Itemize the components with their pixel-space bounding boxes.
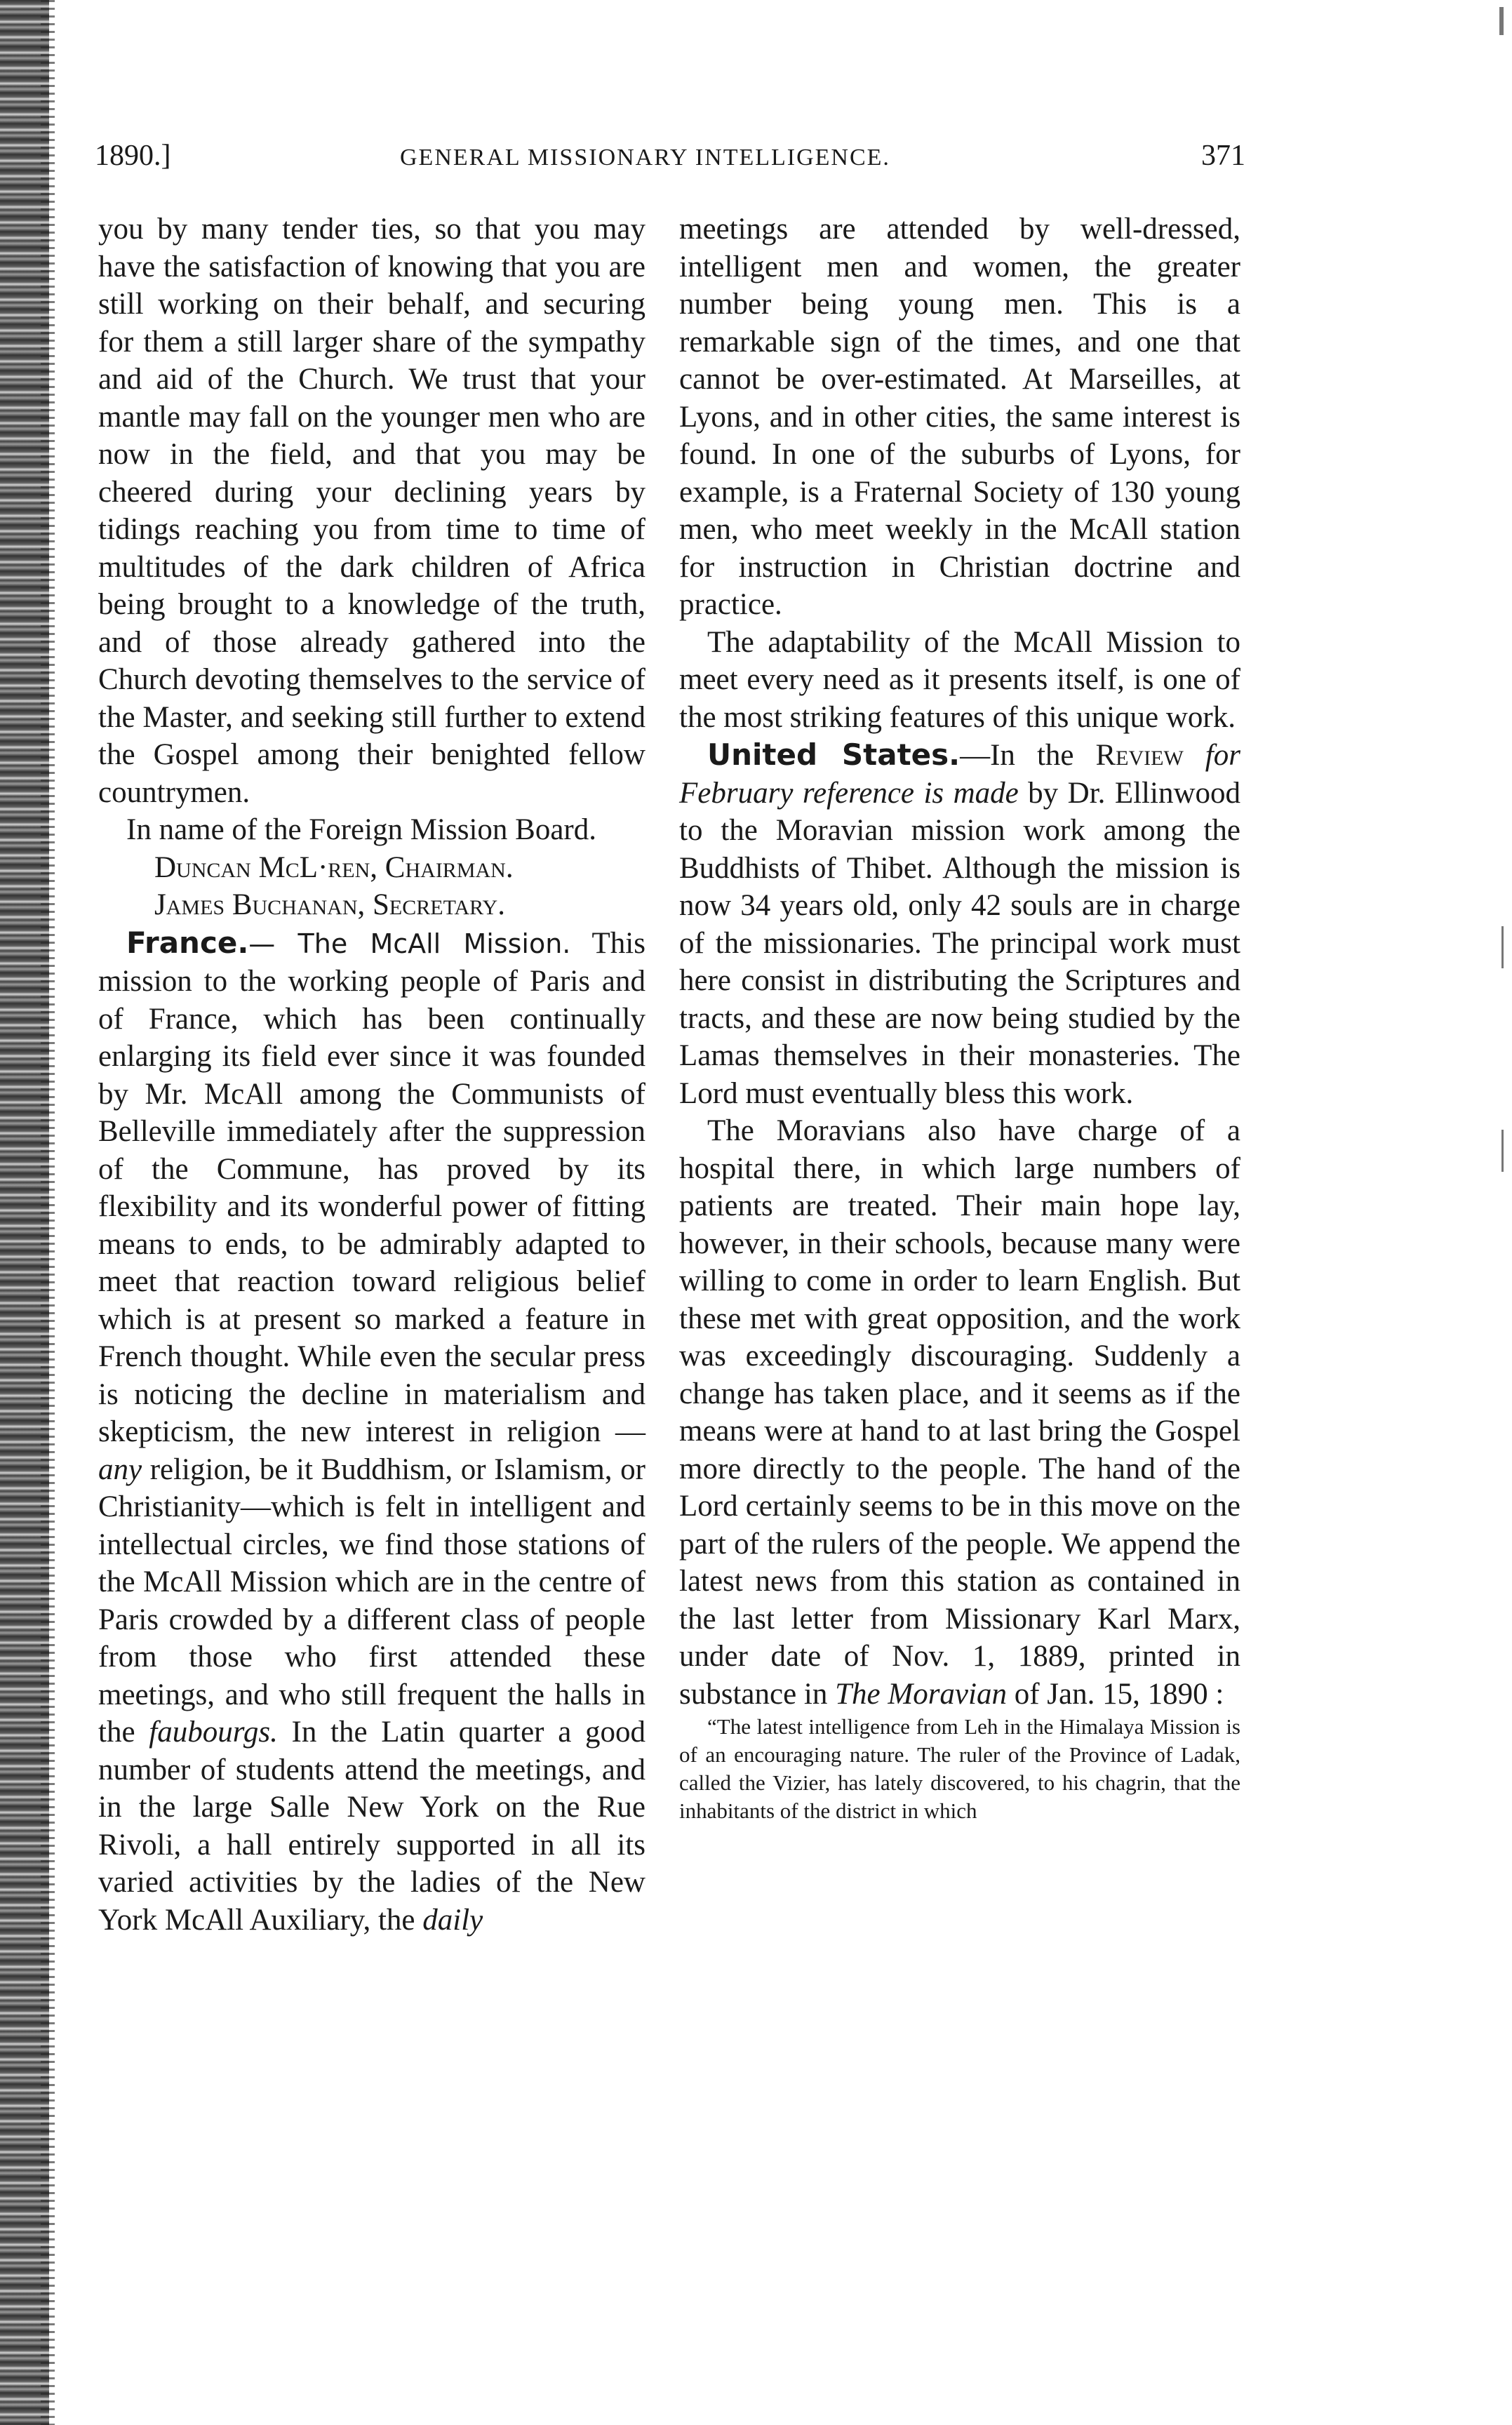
edge-mark bbox=[1501, 926, 1504, 968]
signature-chairman: Duncan McL·ren, Chairman. bbox=[154, 850, 514, 884]
paragraph-text: of Jan. 15, 1890 : bbox=[1006, 1677, 1224, 1711]
section-subheading: — The McAll Mission. bbox=[248, 928, 571, 959]
signature-secretary: James Buchanan, Secretary. bbox=[154, 888, 505, 921]
review-reference: Review bbox=[1095, 739, 1184, 772]
paragraph: you by many tender ties, so that you may have the satisfaction of knowing that you are still working on their behalf, and securing for them a still larger share of the sympathy and aid of the Church. We trust that your mantle may fall on the younger men who are now in the field, and that you may be cheered during your declining years by tidings reaching you from time to time of multitudes of the dark children of Africa being brought to a knowledge of the truth, and of those already gathered into the Church devoting themselves to the service of the Master, and seeking still further to extend the Gospel among their benighted fellow countrymen. bbox=[98, 213, 645, 809]
paragraph-text: —In the bbox=[960, 739, 1096, 772]
left-column bbox=[98, 211, 645, 1939]
page-header bbox=[95, 139, 1245, 181]
paragraph-text: by Dr. Ellinwood to the Moravian mission work among the Buddhists of Thibet. Although the mission is now 34 years old, only 42 souls are in charge of the missionaries. The principal work must here consist in distributing the Scriptures and tracts, and these are now being studied by the Lamas themselves in their monasteries. The Lord must eventually bless this work. bbox=[679, 776, 1240, 1110]
edge-mark bbox=[1501, 1130, 1504, 1172]
right-column bbox=[679, 211, 1240, 1825]
running-title: GENERAL MISSIONARY INTELLIGENCE. bbox=[400, 145, 890, 171]
paragraph: meetings are attended by well-dressed, intelligent men and women, the greater number being young men. This is a remarkable sign of the times, and one that cannot be over-estimated. At Marseilles, at Lyons, and in other cities, the same interest is found. In one of the suburbs of Lyons, for example, is a Fraternal Society of 130 young men, who meet weekly in the McAll station for instruction in Christian doctrine and practice. bbox=[679, 213, 1240, 621]
header-year: 1890.] bbox=[95, 140, 171, 172]
section-heading-united-states: United States. bbox=[707, 737, 961, 772]
paragraph bbox=[679, 1112, 1240, 1713]
united-states-section bbox=[679, 736, 1240, 1112]
block-quote: “The latest intelligence from Leh in the Himalaya Mission is of an encouraging nature. The ruler of the Province of Ladak, called the Vizier, has lately discovered, to his chagrin, that the inhabitants of the district in which bbox=[679, 1714, 1240, 1823]
paragraph-text: In the Latin quarter a good number of students attend the meetings, and in the large Salle New York on the Rue Rivoli, a hall entirely supported in all its varied activities by the ladies of the New York McAll Auxiliary, the bbox=[98, 1716, 645, 1937]
emphasis: The Moravian bbox=[835, 1677, 1007, 1711]
emphasis: faubourgs. bbox=[149, 1716, 278, 1749]
paragraph: The adaptability of the McAll Mission to meet every need as it presents itself, is one of the most striking features of this unique work. bbox=[679, 625, 1240, 734]
emphasis: for February reference is made bbox=[679, 739, 1240, 810]
emphasis: any bbox=[98, 1452, 142, 1486]
page-binding-edge bbox=[0, 0, 49, 2425]
edge-mark bbox=[1499, 7, 1504, 35]
page-number: 371 bbox=[1201, 140, 1245, 172]
paragraph: In name of the Foreign Mission Board. bbox=[126, 813, 596, 846]
emphasis: daily bbox=[422, 1903, 483, 1937]
france-section bbox=[98, 924, 645, 1939]
section-heading-france: France. bbox=[126, 925, 249, 960]
paragraph-text: religion, be it Buddhism, or Islamism, or Christianity—which is felt in intelligent and intellectual circles, we find those stations of the McAll Mission which are in the centre of Paris crowded by a different class of people from those who first attended these meetings, and who still frequent the halls in the bbox=[98, 1452, 645, 1749]
paragraph-text: This mission to the working people of Paris and of France, which has been continually enlarging its field ever since it was founded by Mr. McAll among the Communists of Belleville immediately after the suppression of the Commune, has proved by its flexibility and its wonderful power of fitting means to ends, to be admirably adapted to meet that reaction toward religious belief which is at present so marked a feature in French thought. While even the secular press is noticing the decline in materialism and skepticism, the new interest in religion — bbox=[98, 926, 645, 1448]
paragraph-text: The Moravians also have charge of a hospital there, in which large numbers of patients are treated. Their main hope lay, however, in their schools, because many were willing to come in order to learn English. But these met with great opposition, and the work was exceedingly discouraging. Suddenly a change has taken place, and it seems as if the means were at hand to at last bring the Gospel more directly to the people. The hand of the Lord certainly seems to be in this move on the part of the rulers of the people. We append the latest news from this station as contained in the last letter from Missionary Karl Marx, under date of Nov. 1, 1889, printed in substance in bbox=[679, 1114, 1240, 1711]
